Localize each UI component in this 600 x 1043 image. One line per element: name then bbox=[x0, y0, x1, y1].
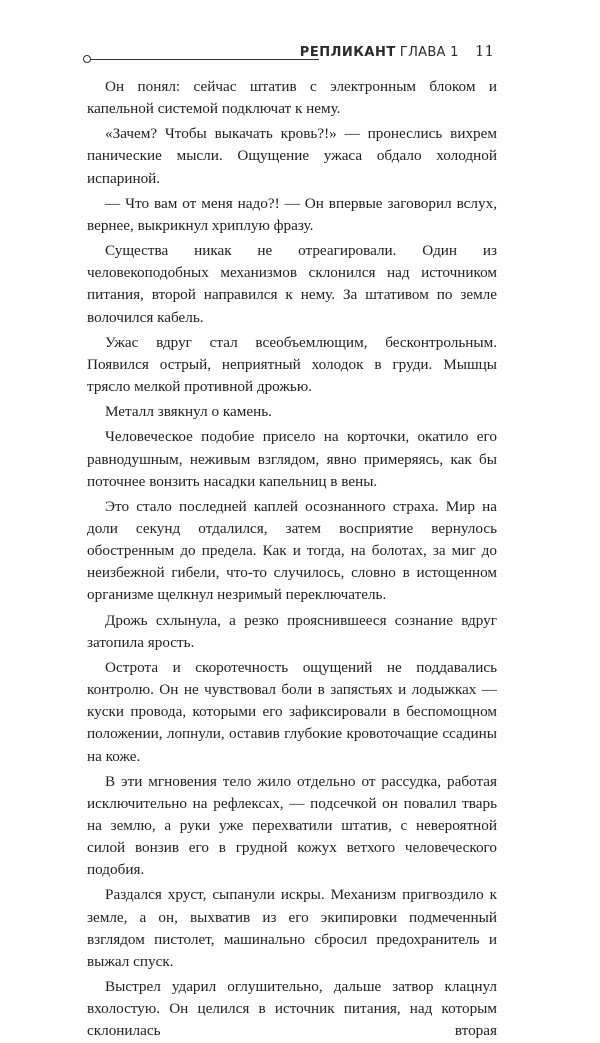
paragraph: Металл звякнул о камень. bbox=[105, 403, 272, 421]
paragraph: Это стало последней каплей осознанного страха. Мир на доли секунд отдалился, затем восприятие вернулось обостренным до предела. Как и тогда, на болотах, за миг до неизбежной гибели, что-то случилось, словно в истощенном организме щелкнул незримый переключатель. bbox=[87, 497, 497, 604]
header-text bbox=[300, 42, 494, 60]
paragraph: Человеческое подобие присело на корточки, окатило его равнодушным, неживым взглядом, явно примеряясь, как бы поточнее вонзить насадки капельниц в вены. bbox=[87, 428, 497, 490]
paragraph: — Что вам от меня надо?! — Он впервые заговорил вслух, вернее, выкрикнул хриплую фразу. bbox=[87, 194, 497, 234]
paragraph: Острота и скоротечность ощущений не поддавались контролю. Он не чувствовал боли в запястьях и лодыжках — куски провода, которыми его зафиксировали в беспомощном положении, лопнули, оставив глубокие кровоточащие ссадины на коже. bbox=[87, 658, 497, 765]
body-text bbox=[87, 76, 497, 1043]
page-number: 11 bbox=[474, 42, 494, 60]
header-rule bbox=[91, 59, 319, 60]
rule-circle-ornament bbox=[83, 55, 91, 63]
paragraph: Ужас вдруг стал всеобъемлющим, бесконтрольным. Появился острый, неприятный холодок в груди. Мышцы трясло мелкой противной дрожью. bbox=[87, 333, 497, 396]
paragraph: Он понял: сейчас штатив с электронным блоком и капельной системой подключат к нему. bbox=[87, 78, 497, 118]
running-head bbox=[87, 38, 494, 62]
book-title: РЕПЛИКАНТ bbox=[299, 45, 396, 60]
paragraph: Выстрел ударил оглушительно, дальше затвор клацнул вхолостую. Он целился в источник питания, над которым склонилась вторая bbox=[87, 978, 497, 1040]
paragraph: «Зачем? Чтобы выкачать кровь?!» — пронеслись вихрем панические мысли. Ощущение ужаса обдало холодной испариной. bbox=[87, 125, 497, 187]
paragraph: Раздался хруст, сыпанули искры. Механизм пригвоздило к земле, а он, выхватив из его экипировки подмеченный взглядом пистолет, машинально сбросил предохранитель и выжал спуск. bbox=[87, 886, 497, 970]
chapter-label: ГЛАВА 1 bbox=[399, 45, 459, 60]
paragraph: В эти мгновения тело жило отдельно от рассудка, работая исключительно на рефлексах, — подсечкой он повалил тварь на землю, а руки уже перехватили штатив, с невероятной силой вонзив его в грудной кожух ветхого человеческого подобия. bbox=[87, 772, 497, 879]
paragraph: Существа никак не отреагировали. Один из человекоподобных механизмов склонился над источником питания, второй направился к нему. За штативом по земле волочился кабель. bbox=[87, 242, 497, 326]
paragraph: Дрожь схлынула, а резко прояснившееся сознание вдруг затопила ярость. bbox=[87, 611, 497, 651]
